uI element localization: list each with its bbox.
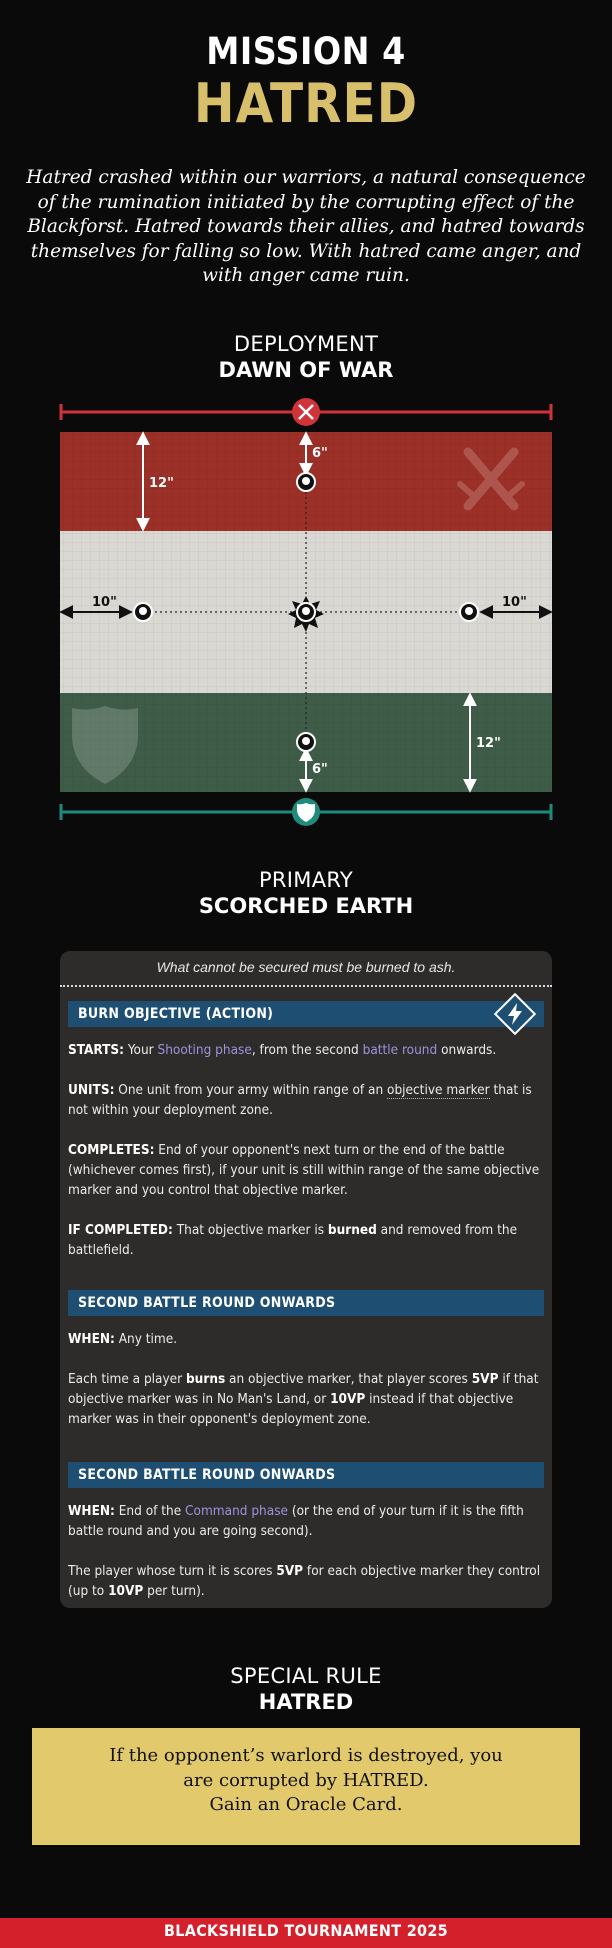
round-two-title: SECOND BATTLE ROUND ONWARDS	[78, 1467, 336, 1483]
units-paragraph: UNITS: One unit from your army within range of an objective marker that is not within your deployment zone.	[68, 1082, 532, 1118]
special-rule-kicker: SPECIAL RULE	[230, 1664, 382, 1688]
primary-tagline: What cannot be secured must be burned to ash.	[156, 959, 456, 975]
primary-title: SCORCHED EARTH	[198, 894, 414, 918]
defender-badge-icon	[292, 798, 320, 826]
round-one-bar	[68, 1290, 544, 1316]
mission-title: HATRED	[193, 72, 419, 135]
top-zone-depth-label: 12"	[149, 476, 174, 491]
special-rule-title: HATRED	[258, 1690, 354, 1714]
command-phase-link[interactable]: Command phase	[185, 1503, 288, 1519]
primary-kicker: PRIMARY	[258, 868, 354, 892]
attacker-badge-icon	[292, 398, 320, 426]
round-two-when: WHEN: End of the Command phase (or the end of your turn if it is the fifth battle round and you are going second).	[68, 1503, 524, 1539]
divider	[60, 985, 552, 987]
deployment-kicker: DEPLOYMENT	[233, 332, 379, 356]
top-objective-distance-label: 6"	[312, 446, 328, 461]
deployment-title: DAWN OF WAR	[218, 358, 394, 382]
bottom-zone-depth-label: 12"	[476, 736, 501, 751]
special-rule-text: If the opponent’s warlord is destroyed, you are corrupted by HATRED. Gain an Oracle Card.	[109, 1745, 503, 1815]
round-two-bar	[68, 1462, 544, 1488]
deployment-map	[0, 398, 612, 838]
objective-marker-bottom	[297, 733, 315, 751]
completes-paragraph: COMPLETES: End of your opponent's next turn or the end of the battle (whichever comes first), if your unit is still within range of the same objective marker and you control that objective marker.	[68, 1142, 540, 1198]
starts-paragraph: STARTS: Your Shooting phase, from the second battle round onwards.	[68, 1042, 497, 1058]
action-title: BURN OBJECTIVE (ACTION)	[78, 1006, 274, 1022]
round-two-scoring: The player whose turn it is scores 5VP for each objective marker they control (up to 10VP per turn).	[68, 1563, 541, 1599]
battle-round-link[interactable]: battle round	[362, 1042, 438, 1058]
shooting-phase-link[interactable]: Shooting phase	[157, 1042, 252, 1058]
action-title-bar	[68, 1001, 544, 1027]
round-one-title: SECOND BATTLE ROUND ONWARDS	[78, 1295, 336, 1311]
footer-text: BLACKSHIELD TOURNAMENT 2025	[164, 1921, 448, 1940]
objective-marker-top	[297, 473, 315, 491]
intro-text: Hatred crashed within our warriors, a natural consequence of the rumination initiated by the corrupting effect of the Blackforst. Hatred towards their allies, and hatred towards themselves for falling so low. With hatred came anger, and with anger came ruin.	[26, 167, 586, 286]
bottom-objective-distance-label: 6"	[312, 762, 328, 777]
round-one-when: WHEN: Any time.	[68, 1331, 178, 1347]
objective-marker-left	[134, 603, 152, 621]
objective-marker-right	[460, 603, 478, 621]
mission-number: MISSION 4	[206, 30, 406, 73]
objective-marker-term[interactable]: objective marker	[387, 1082, 490, 1098]
left-objective-distance-label: 10"	[92, 595, 117, 610]
if-completed-paragraph: IF COMPLETED: That objective marker is burned and removed from the battlefield.	[68, 1222, 518, 1258]
primary-card	[60, 951, 552, 1608]
right-objective-distance-label: 10"	[502, 595, 527, 610]
round-one-scoring: Each time a player burns an objective marker, that player scores 5VP if that objective marker was in No Man's Land, or 10VP instead if that objective marker was in their opponent's deployment zone.	[68, 1371, 539, 1427]
lightning-icon	[493, 992, 537, 1041]
